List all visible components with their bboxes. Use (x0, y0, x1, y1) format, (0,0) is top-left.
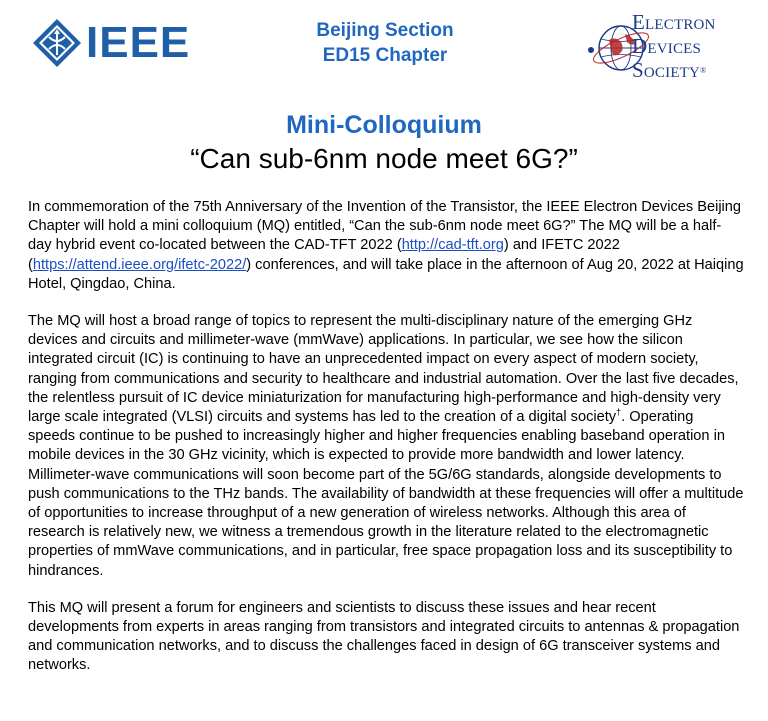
eds-e-rest: LECTRON (645, 17, 716, 33)
eds-d-cap: D (632, 34, 648, 58)
eds-wordmark (632, 12, 716, 84)
ieee-diamond-icon (32, 18, 82, 68)
ifetc-link[interactable]: https://attend.ieee.org/ifetc-2022/ (32, 256, 247, 273)
ieee-wordmark: IEEE (86, 18, 191, 67)
para1-text-3: ) conferences, and will take place in the afternoon of Aug 20, 2022 at Haiqing Hotel, Qingdao, China. (28, 256, 744, 292)
body-text (28, 198, 744, 694)
eds-logo (585, 10, 735, 85)
para1-text-2: ) and IFETC 2022 ( (28, 237, 620, 273)
page-subtitle: “Can sub-6nm node meet 6G?” (190, 143, 578, 174)
section-line-2: ED15 Chapter (322, 45, 448, 66)
page-title: Mini-Colloquium (286, 111, 482, 139)
section-line-1: Beijing Section (316, 20, 454, 41)
paragraph-3: This MQ will present a forum for engineers and scientists to discuss these issues and hear recent developments from experts in areas ranging from transistors and integrated circuits to antennas & propagation and communication networks, and to discuss the challenges faced in design of 6G transceiver systems and networks. (28, 599, 740, 674)
eds-e-cap: E (632, 10, 646, 34)
header (0, 0, 768, 90)
cad-tft-link[interactable]: http://cad-tft.org (401, 237, 504, 254)
footnote-mark: † (616, 407, 622, 418)
para2-text-2: . Operating speeds continue to be pushed to increasingly higher and higher frequencies enabling baseband operation in mobile devices in the 30 GHz vicinity, which is expected to provide more bandwidth and lower latency. Millimeter-wave communications will soon become part of the 5G/6G standards, alongside developments to push communications to the THz bands. The availability of bandwidth at these frequencies will offer a multitude of opportunities to increase throughput of a new generation of wireless networks. Although this area of research is relatively new, we witness a tremendous growth in the literature related to the electromagnetic properties of mmWave communications, and in particular, free space propagation loss and its susceptibility to hindrances. (28, 409, 744, 579)
eds-d-rest: EVICES (647, 41, 702, 57)
eds-registered-mark: ® (700, 66, 707, 75)
eds-s-cap: S (632, 58, 644, 82)
paragraph-1 (28, 198, 744, 294)
eds-s-rest: OCIETY (643, 65, 701, 81)
para2-text-1: The MQ will host a broad range of topics to represent the multi-disciplinary nature of the emerging GHz devices and circuits and millimeter-wave (mmWave) applications. In particular, we see how the silicon integrated circuit (IC) is continuing to have an unprecedented impact on every aspect of modern society, ranging from communications and security to healthcare and industrial automation. Over the last five decades, the relentless pursuit of IC device miniaturization for manufacturing high-performance and high-density very large scale integrated (VLSI) circuits and systems has led to the creation of a digital society (28, 313, 739, 426)
paragraph-2 (28, 312, 744, 581)
ieee-logo (32, 18, 190, 68)
para1-text-1: In commemoration of the 75th Anniversary of the Invention of the Transistor, the IEEE Electron Devices Beijing Chapter will hold a mini colloquium (MQ) entitled, “Can the sub-6nm node meet 6G?” The MQ will be a half-day hybrid event co-located between the CAD-TFT 2022 ( (28, 199, 742, 254)
section-title (270, 18, 500, 68)
